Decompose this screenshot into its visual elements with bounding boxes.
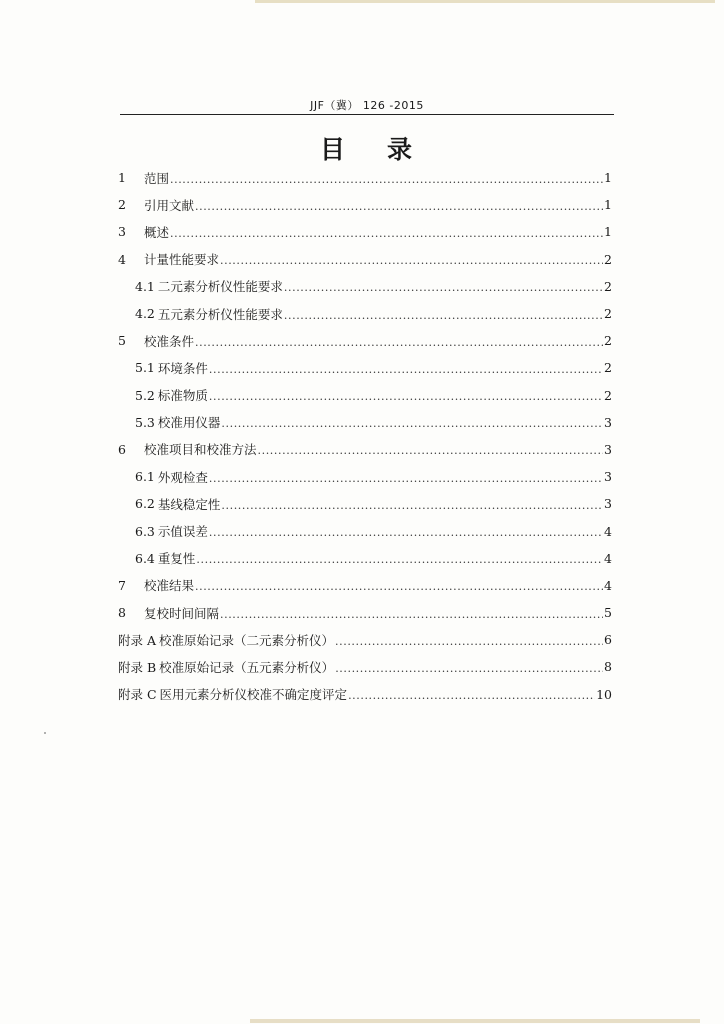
toc-entry-number: 3 bbox=[118, 224, 126, 240]
toc-entry-number: 6.4 bbox=[135, 550, 155, 566]
toc-entry bbox=[118, 218, 612, 245]
toc-entry-label: 医用元素分析仪校准不确定度评定 bbox=[159, 687, 348, 703]
toc-entry bbox=[118, 681, 612, 708]
toc-entry bbox=[118, 164, 612, 191]
toc-entry-number: 5 bbox=[118, 333, 126, 349]
toc-entry-label: 概述 bbox=[144, 224, 170, 240]
toc-entry bbox=[118, 599, 612, 626]
toc-entry bbox=[118, 354, 612, 381]
toc-dot-leader bbox=[209, 524, 603, 538]
toc-entry-page: 2 bbox=[604, 306, 612, 322]
toc-entry-page: 8 bbox=[604, 659, 612, 675]
toc-title-left: 目 bbox=[319, 135, 347, 164]
toc-dot-leader bbox=[284, 307, 603, 321]
toc-entry-page: 2 bbox=[604, 251, 612, 267]
toc-entry bbox=[118, 382, 612, 409]
toc-entry-number: 4.2 bbox=[135, 306, 155, 322]
toc-entry-number: 附录 A bbox=[118, 632, 157, 648]
toc-entry-page: 3 bbox=[604, 496, 612, 512]
toc-entry-page: 6 bbox=[604, 632, 612, 648]
toc-entry-label: 校准原始记录（五元素分析仪） bbox=[159, 659, 335, 675]
toc-entry-label: 重复性 bbox=[157, 551, 196, 567]
toc-title-right: 录 bbox=[387, 135, 415, 164]
toc-entry-label: 校准项目和校准方法 bbox=[144, 442, 257, 458]
toc-dot-leader bbox=[196, 551, 603, 565]
toc-entry-label: 校准结果 bbox=[144, 578, 195, 594]
scan-top-edge bbox=[255, 0, 715, 3]
toc-dot-leader bbox=[195, 578, 603, 592]
toc-entry-page: 5 bbox=[604, 605, 612, 621]
toc-entry-number: 1 bbox=[118, 170, 126, 186]
toc-entry-page: 1 bbox=[604, 197, 612, 213]
toc-entry-number: 附录 C bbox=[118, 687, 157, 703]
scan-speck bbox=[44, 732, 46, 734]
toc-dot-leader bbox=[209, 361, 603, 375]
toc-dot-leader bbox=[209, 388, 603, 402]
toc-entry bbox=[118, 327, 612, 354]
toc-list bbox=[118, 164, 612, 708]
toc-entry-label: 基线稳定性 bbox=[157, 496, 221, 512]
toc-entry-number: 6.2 bbox=[135, 496, 155, 512]
toc-entry-page: 1 bbox=[604, 170, 612, 186]
toc-dot-leader bbox=[195, 334, 603, 348]
toc-entry-number: 2 bbox=[118, 197, 126, 213]
toc-entry bbox=[118, 517, 612, 544]
toc-entry-page: 3 bbox=[604, 414, 612, 430]
toc-entry bbox=[118, 490, 612, 517]
toc-entry-label: 校准用仪器 bbox=[157, 415, 221, 431]
running-header: JJF（冀） 126 -2015 bbox=[310, 99, 424, 112]
toc-title bbox=[120, 130, 614, 166]
toc-entry-label: 外观检查 bbox=[157, 469, 208, 485]
toc-entry-number: 4 bbox=[118, 251, 126, 267]
toc-entry bbox=[118, 572, 612, 599]
toc-entry-number: 4.1 bbox=[135, 278, 155, 294]
toc-entry bbox=[118, 626, 612, 653]
toc-dot-leader bbox=[335, 660, 603, 674]
scan-bottom-edge bbox=[250, 1019, 700, 1023]
toc-entry-number: 8 bbox=[118, 605, 126, 621]
toc-entry bbox=[118, 463, 612, 490]
toc-dot-leader bbox=[284, 279, 603, 293]
toc-dot-leader bbox=[170, 171, 603, 185]
toc-dot-leader bbox=[258, 442, 603, 456]
toc-entry-page: 2 bbox=[604, 387, 612, 403]
toc-entry-label: 复校时间间隔 bbox=[144, 605, 220, 621]
toc-entry-label: 标准物质 bbox=[157, 388, 208, 404]
toc-entry-page: 4 bbox=[604, 550, 612, 566]
toc-entry-label: 二元素分析仪性能要求 bbox=[157, 279, 283, 295]
toc-entry-number: 6.1 bbox=[135, 469, 155, 485]
toc-entry-page: 3 bbox=[604, 441, 612, 457]
toc-entry-number: 7 bbox=[118, 577, 126, 593]
toc-entry bbox=[118, 273, 612, 300]
toc-entry-number: 5.1 bbox=[135, 360, 155, 376]
toc-dot-leader bbox=[220, 252, 603, 266]
toc-dot-leader bbox=[170, 225, 603, 239]
toc-entry-number: 5.3 bbox=[135, 414, 155, 430]
toc-entry-label: 校准原始记录（二元素分析仪） bbox=[159, 632, 335, 648]
toc-entry-page: 3 bbox=[604, 469, 612, 485]
toc-entry-label: 范围 bbox=[144, 170, 170, 186]
toc-entry-number: 附录 B bbox=[118, 659, 157, 675]
toc-entry-page: 2 bbox=[604, 360, 612, 376]
toc-entry-number: 6.3 bbox=[135, 523, 155, 539]
toc-entry-label: 校准条件 bbox=[144, 333, 195, 349]
toc-dot-leader bbox=[221, 497, 603, 511]
toc-entry-page: 10 bbox=[596, 686, 612, 702]
toc-entry bbox=[118, 545, 612, 572]
toc-entry bbox=[118, 436, 612, 463]
toc-dot-leader bbox=[209, 470, 603, 484]
toc-entry bbox=[118, 300, 612, 327]
toc-entry bbox=[118, 191, 612, 218]
toc-entry-label: 计量性能要求 bbox=[144, 252, 220, 268]
toc-dot-leader bbox=[221, 415, 603, 429]
toc-entry-page: 4 bbox=[604, 577, 612, 593]
toc-entry bbox=[118, 409, 612, 436]
toc-dot-leader bbox=[335, 633, 603, 647]
toc-entry-number: 6 bbox=[118, 441, 126, 457]
toc-entry-label: 环境条件 bbox=[157, 360, 208, 376]
toc-entry bbox=[118, 653, 612, 680]
toc-entry-page: 4 bbox=[604, 523, 612, 539]
toc-entry-page: 2 bbox=[604, 333, 612, 349]
toc-dot-leader bbox=[195, 198, 603, 212]
toc-dot-leader bbox=[220, 606, 603, 620]
toc-dot-leader bbox=[348, 687, 595, 701]
toc-entry bbox=[118, 246, 612, 273]
toc-entry-page: 1 bbox=[604, 224, 612, 240]
toc-entry-label: 五元素分析仪性能要求 bbox=[157, 306, 283, 322]
toc-entry-page: 2 bbox=[604, 278, 612, 294]
toc-entry-label: 引用文献 bbox=[144, 197, 195, 213]
toc-entry-label: 示值误差 bbox=[157, 524, 208, 540]
toc-entry-number: 5.2 bbox=[135, 387, 155, 403]
header-rule bbox=[120, 114, 614, 115]
